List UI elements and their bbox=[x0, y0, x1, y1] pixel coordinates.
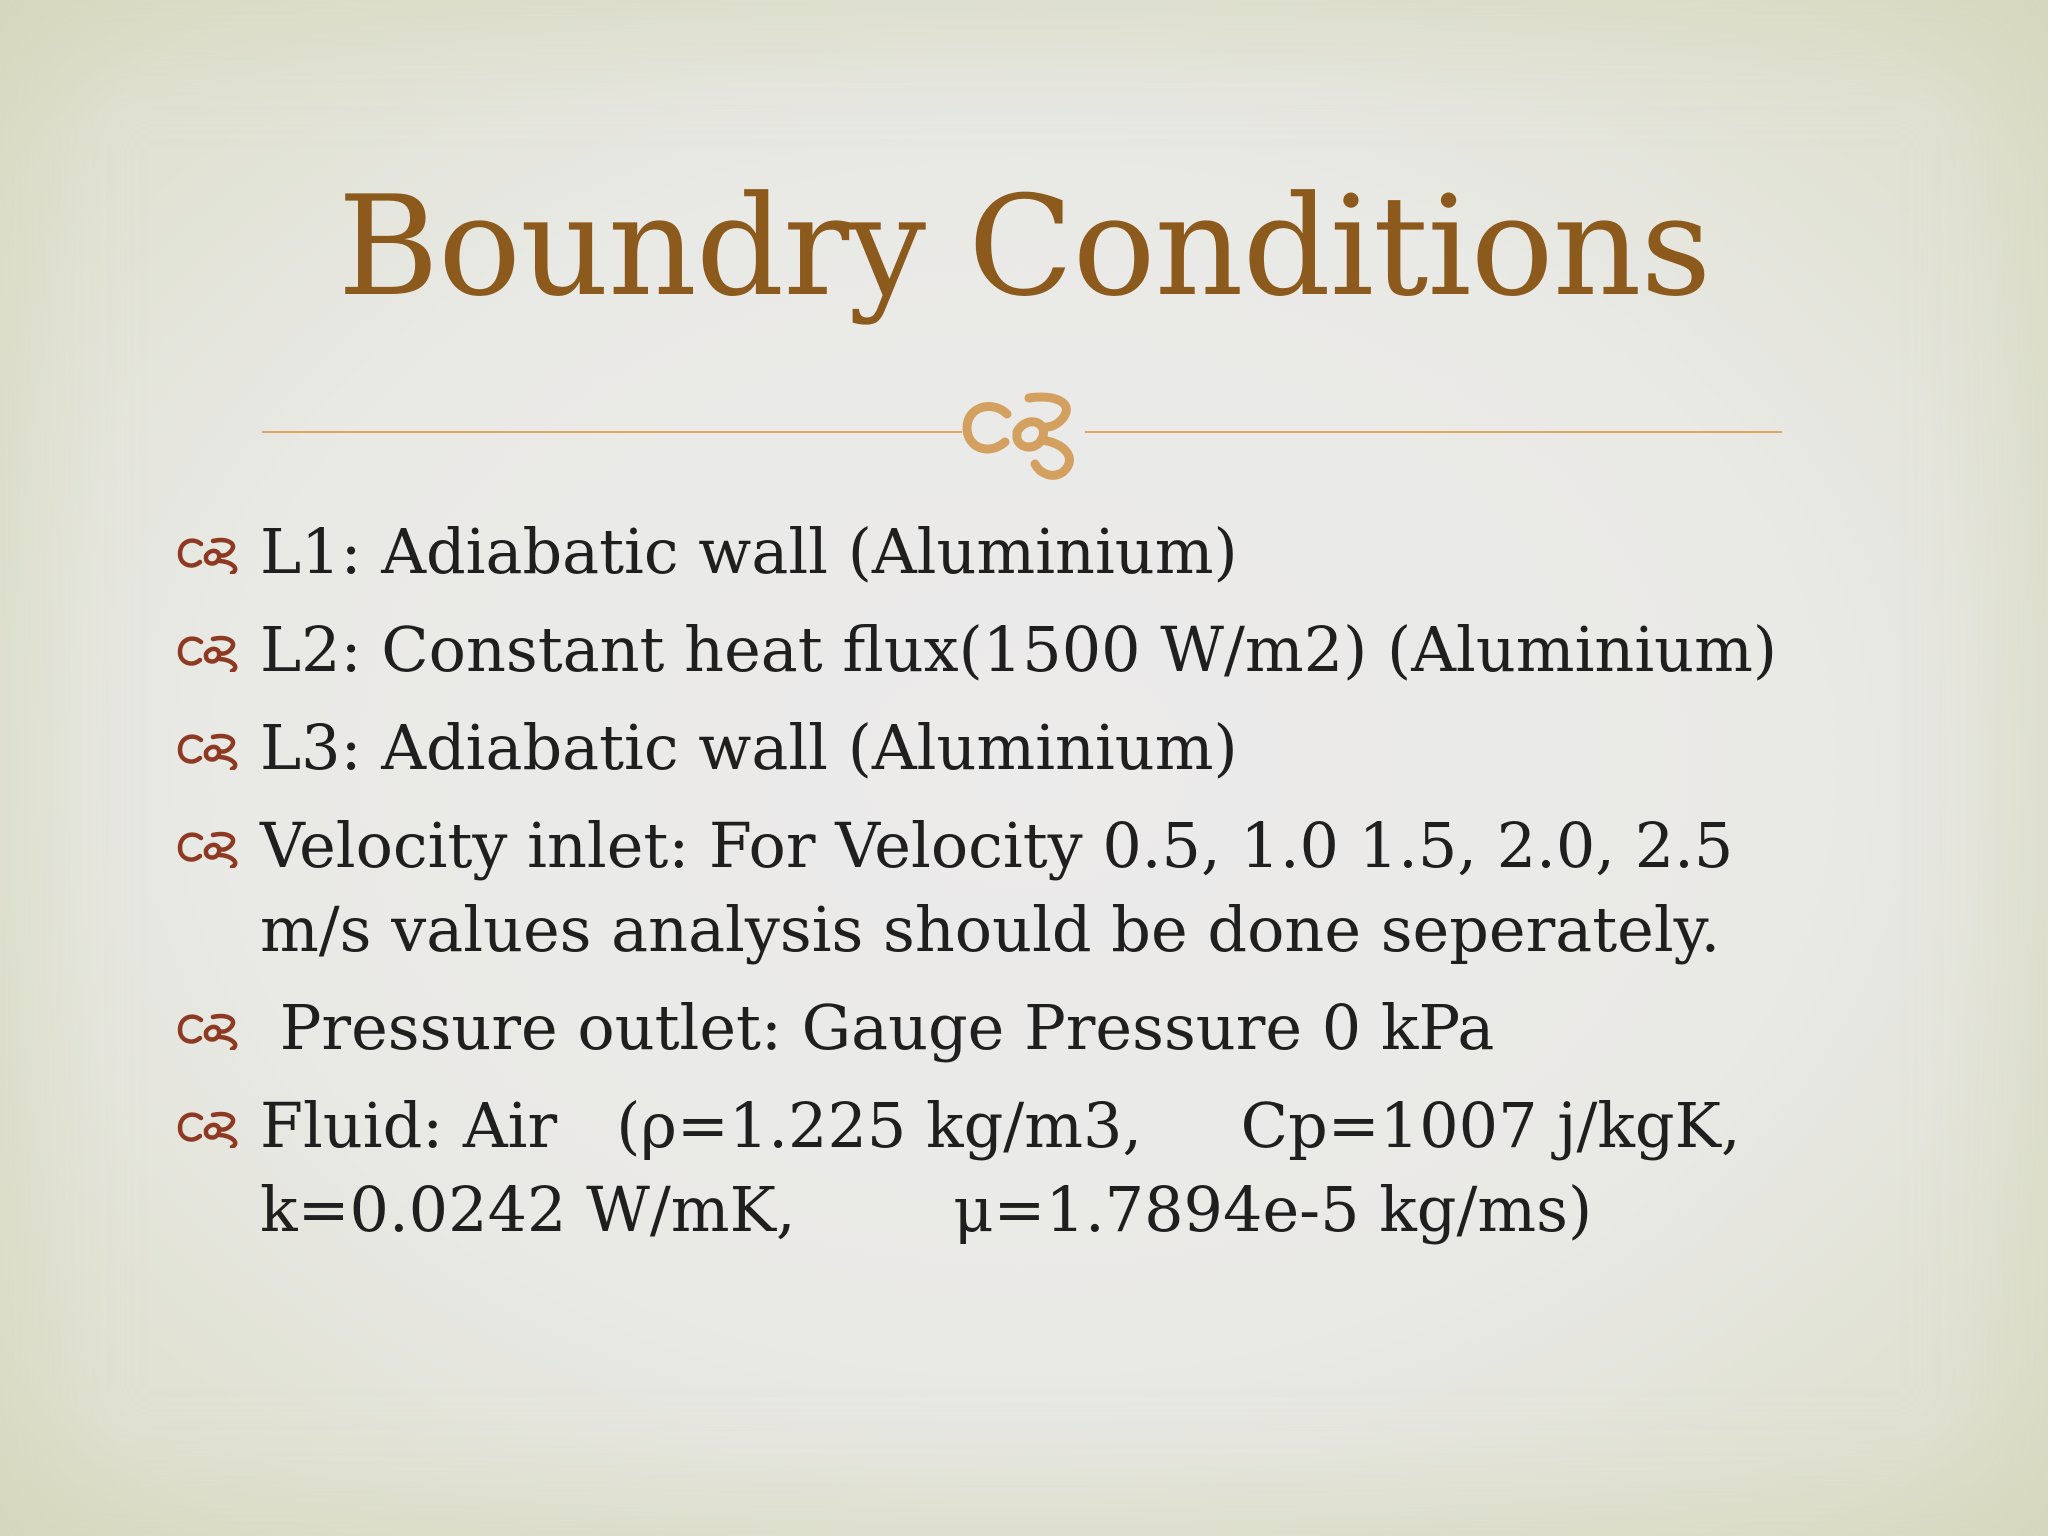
flourish-ornament-icon bbox=[955, 380, 1095, 480]
bullet-item-l2 bbox=[175, 608, 1825, 692]
bullet-item-fluid bbox=[175, 1084, 1825, 1252]
bullet-item-pressure-outlet bbox=[175, 986, 1825, 1070]
flourish-bullet-icon bbox=[177, 730, 245, 770]
flourish-bullet-icon bbox=[177, 632, 245, 672]
bullet-text-line-1: Fluid: Air (ρ=1.225 kg/m3, Cp=1007 j/kgK, bbox=[260, 1089, 1741, 1162]
slide-title: Boundry Conditions bbox=[337, 166, 1711, 327]
flourish-bullet-icon bbox=[177, 534, 245, 574]
bullet-text-line-2: k=0.0242 W/mK, μ=1.7894e-5 kg/ms) bbox=[260, 1173, 1593, 1246]
bullet-item-velocity-inlet bbox=[175, 804, 1825, 972]
flourish-bullet-icon bbox=[177, 828, 245, 868]
bullet-text: L3: Adiabatic wall (Aluminium) bbox=[260, 711, 1238, 784]
title-divider-right bbox=[1085, 431, 1782, 433]
bullet-text: L1: Adiabatic wall (Aluminium) bbox=[260, 515, 1238, 588]
bullet-list bbox=[175, 510, 1825, 1266]
bullet-item-l1 bbox=[175, 510, 1825, 594]
bullet-text: Velocity inlet: For Velocity 0.5, 1.0 1.5, 2.0, 2.5 m/s values analysis should be done seperately. bbox=[260, 809, 1734, 966]
bullet-text: L2: Constant heat flux(1500 W/m2) (Aluminium) bbox=[260, 613, 1778, 686]
flourish-bullet-icon bbox=[177, 1010, 245, 1050]
bullet-item-l3 bbox=[175, 706, 1825, 790]
bullet-text: Pressure outlet: Gauge Pressure 0 kPa bbox=[260, 991, 1495, 1064]
flourish-bullet-icon bbox=[177, 1108, 245, 1148]
title-divider-left bbox=[262, 431, 962, 433]
